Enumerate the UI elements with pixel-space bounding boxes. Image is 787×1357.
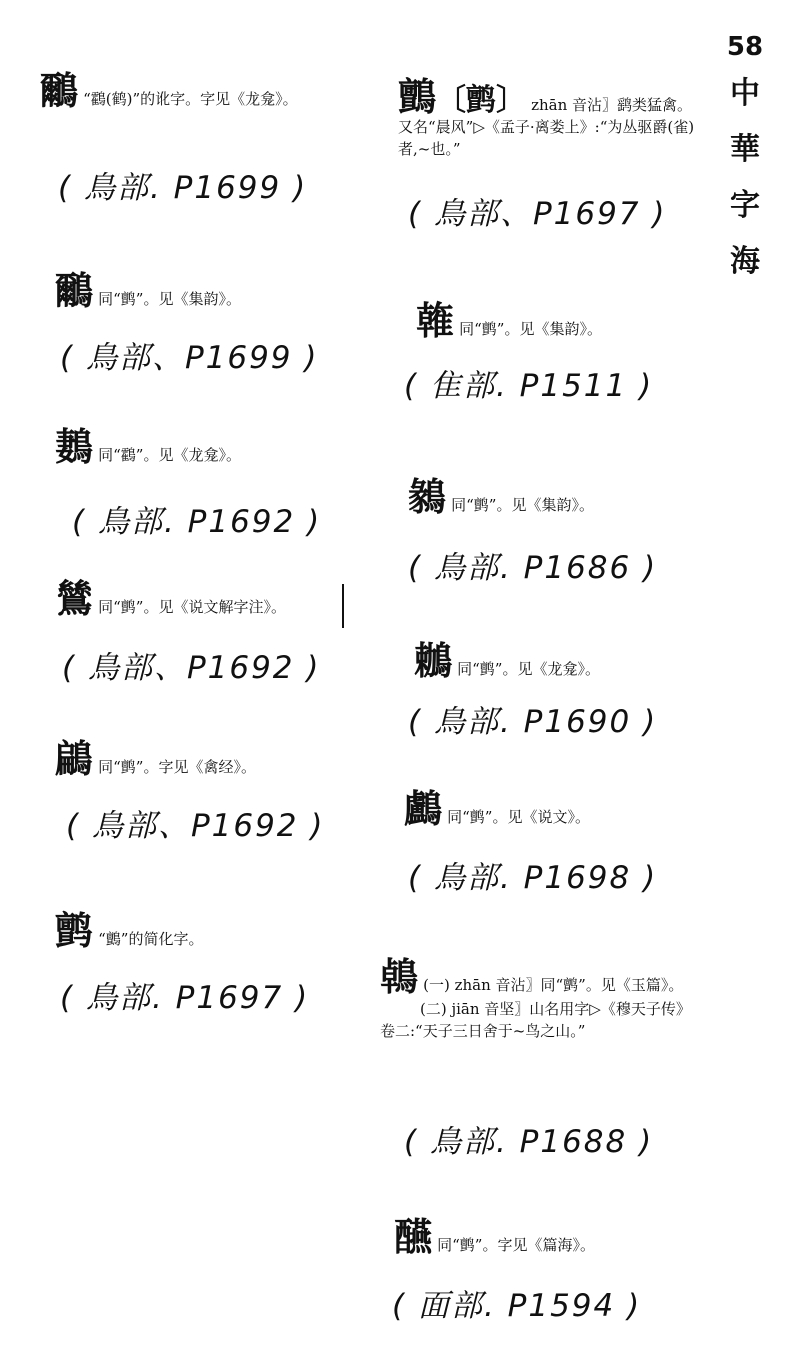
entry-headword: 鶒 [414, 638, 453, 683]
dictionary-entry [404, 786, 696, 831]
handwritten-reference: ( 鳥部. P1688 ) [404, 1124, 654, 1160]
entry-definition: 同“鹯”。见《龙龛》。 [457, 660, 600, 678]
entry-variant-headword: 〔鹯〕 [436, 83, 527, 118]
entry-definition: 同“鹯”。字见《篇海》。 [437, 1236, 595, 1254]
entry-headword: 鶣 [55, 736, 94, 781]
dictionary-entry [414, 638, 696, 683]
entry-definition: 同“鹯”。见《集韵》。 [98, 290, 241, 308]
entry-headword: 醼 [394, 1214, 433, 1259]
dictionary-entry [416, 298, 696, 343]
handwritten-reference: ( 鳥部、P1692 ) [62, 650, 321, 686]
entry-headword: 鵫 [380, 954, 419, 999]
side-title [725, 32, 765, 290]
handwritten-reference: ( 隹部. P1511 ) [404, 368, 654, 404]
entry-headword: 鶨 [408, 474, 447, 519]
vertical-mark [342, 584, 344, 628]
dictionary-entry [55, 736, 345, 781]
title-char: 海 [730, 244, 760, 279]
handwritten-reference: ( 鳥部、P1699 ) [60, 340, 319, 376]
handwritten-reference: ( 鳥部. P1690 ) [408, 704, 658, 740]
entry-definition: 同“鸖”。见《龙龛》。 [98, 446, 241, 464]
handwritten-reference: ( 鳥部. P1699 ) [58, 170, 308, 206]
entry-headword: 鶈 [55, 424, 94, 469]
entry-definition: zhān 音沾〗鹞类猛禽。又名“晨风”▷《孟子·离娄上》:“为丛驱爵(雀)者,~也。” [398, 96, 695, 158]
entry-definition: 同“鹯”。见《说文解字注》。 [98, 598, 286, 616]
entry-definition: “鸖(鹤)”的讹字。字见《龙龛》。 [83, 90, 298, 108]
handwritten-reference: ( 鳥部. P1697 ) [60, 980, 310, 1016]
entry-definition: 同“鹯”。见《集韵》。 [451, 496, 594, 514]
dictionary-entry [380, 954, 690, 1042]
entry-definition: “鸇”的简化字。 [98, 930, 204, 948]
entry-definition: 同“鹯”。字见《禽经》。 [98, 758, 256, 776]
entry-definition-sense-2: (二) jiān 音坚〗山名用字▷《穆天子传》卷二:“天子三日舍于~鸟之山。” [380, 999, 684, 1040]
dictionary-entry [398, 74, 698, 160]
page-number: 58 [726, 32, 764, 62]
entry-headword: 鸕 [404, 786, 443, 831]
dictionary-entry [40, 68, 345, 113]
title-char: 中 [730, 76, 760, 111]
entry-definition: 同“鹯”。见《说文》。 [447, 808, 590, 826]
entry-headword: 雗 [416, 298, 455, 343]
dictionary-entry [55, 268, 345, 313]
entry-headword: 鸇 [398, 74, 437, 119]
entry-definition-sense-1: (一) zhān 音沾〗同“鹯”。见《玉篇》。 [423, 976, 684, 994]
dictionary-entry [408, 474, 696, 519]
title-char: 華 [730, 132, 760, 167]
entry-headword: 鹯 [55, 908, 94, 953]
handwritten-reference: ( 面部. P1594 ) [392, 1288, 642, 1324]
entry-headword: 鸍 [40, 68, 79, 113]
dictionary-entry [55, 908, 345, 953]
dictionary-entry [55, 576, 345, 621]
entry-headword: 鷥 [55, 576, 94, 621]
handwritten-reference: ( 鳥部. P1692 ) [72, 504, 322, 540]
dictionary-entry [55, 424, 345, 469]
entry-headword: 鸍 [55, 268, 94, 313]
handwritten-reference: ( 鳥部. P1698 ) [408, 860, 658, 896]
title-char: 字 [730, 188, 760, 223]
entry-definition: 同“鹯”。见《集韵》。 [459, 320, 602, 338]
handwritten-reference: ( 鳥部、P1692 ) [66, 808, 325, 844]
dictionary-entry [394, 1214, 696, 1259]
handwritten-reference: ( 鳥部. P1686 ) [408, 550, 658, 586]
handwritten-reference: ( 鳥部、P1697 ) [408, 196, 667, 232]
